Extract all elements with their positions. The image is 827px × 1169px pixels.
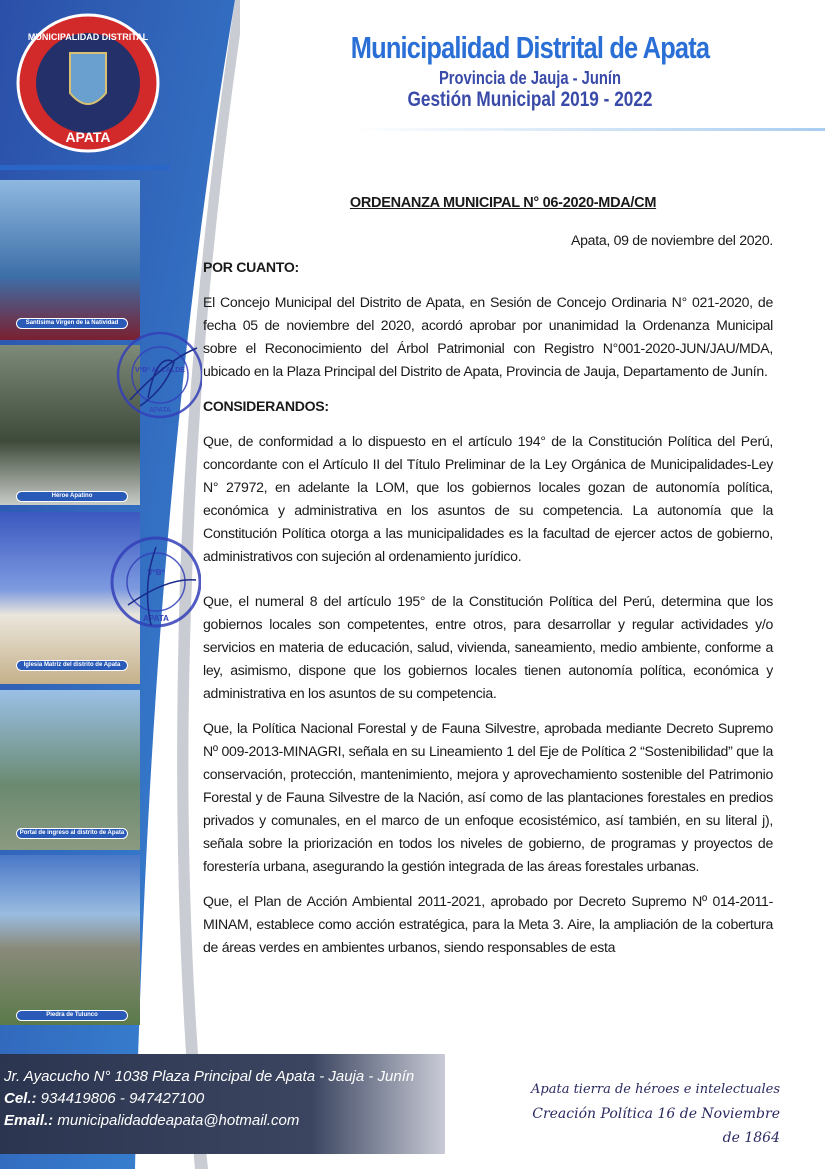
footer-motto [520, 1078, 780, 1150]
svg-text:VºBº ALCALDE: VºBº ALCALDE [135, 367, 185, 374]
photo-virgin [0, 180, 140, 340]
footer-address: Jr. Ayacucho N° 1038 Plaza Principal de Apata - Jauja - Junín [4, 1068, 415, 1085]
footer-contact [0, 1054, 445, 1154]
heading-considerandos: CONSIDERANDOS: [203, 398, 329, 414]
paragraph: Que, el numeral 8 del artículo 195° de la Constitución Política del Perú, determina que los gobiernos locales son competentes, entre otros, para desarrollar y regular actividades y/o servicios en materia de educación, salud, vivienda, saneamiento, medio ambiente, conforme a ley, asimismo, dispone que los gobiernos locales tienen autonomía política, económica y administrativa en los asuntos de su competencia. [203, 593, 773, 701]
paragraph: El Concejo Municipal del Distrito de Apata, en Sesión de Concejo Ordinaria N° 021-2020, de fecha 05 de noviembre del 2020, acordó aprobar por unanimidad la Ordenanza Municipal sobre el Reconocimiento del Árbol Patrimonial con Registro N°001-2020-JUN/JAU/MDA, ubicado en la Plaza Principal del Distrito de Apata, Provincia de Jauja, Departamento de Junín. [203, 294, 773, 379]
heading-por-cuanto: POR CUANTO: [203, 259, 299, 275]
official-stamp-secondary [106, 525, 201, 640]
svg-text:MUNICIPALIDAD DISTRITAL: MUNICIPALIDAD DISTRITAL [27, 32, 149, 42]
creation-line: Creación Política 16 de Noviembre de 1864 [532, 1106, 780, 1146]
svg-text:APATA: APATA [143, 614, 169, 623]
header-divider [350, 128, 825, 131]
paragraph: Que, la Política Nacional Forestal y de Fauna Silvestre, aprobada mediante Decreto Supremo Nº 009-2013-MINAGRI, señala en su Lineamiento 1 del Eje de Política 2 “Sostenibilidad” que la conservación, protección, mantenimiento, mejora y aprovechamiento sostenible del Patrimonio Forestal y de Fauna Silvestre de la Nación, así como de las plantaciones forestales en predios privados y comunales, en el marco de un enfoque ecosistémico, así también, en su literal j), señala sobre la priorización en todos los niveles de gobierno, de programas y proyectos de forestería urbana, asegurando la gestión integrada de las áreas forestales urbanas. [203, 720, 773, 874]
svg-text:VºBº: VºBº [147, 568, 165, 577]
photo-caption: Santísima Virgen de la Natividad [16, 318, 128, 329]
document-title: ORDENANZA MUNICIPAL N° 06-2020-MDA/CM [349, 195, 657, 211]
photo-caption: Portal de ingreso al distrito de Apata [16, 828, 128, 839]
motto-line: Apata tierra de héroes e intelectuales [531, 1082, 780, 1097]
svg-text:APATA: APATA [65, 129, 111, 145]
footer-email[interactable]: municipalidaddeapata@hotmail.com [53, 1112, 300, 1129]
paragraph: Que, de conformidad a lo dispuesto en el artículo 194° de la Constitución Política del Perú, concordante con el Artículo II del Título Preliminar de la Ley Orgánica de Municipalidades-Ley N° 27972, en adelante la LOM, que los gobiernos locales gozan de autonomía política, económica y administrativa en los asuntos de su competencia. La autonomía que la Constitución Política otorga a las municipalidades es la facultad de ejercer actos de gobierno, administrativos con sujeción al ordenamiento jurídico. [203, 433, 773, 564]
photo-rock [0, 855, 140, 1025]
photo-caption: Héroe Apatino [16, 491, 128, 502]
email-label: Email.: [4, 1112, 54, 1129]
photo-portal [0, 690, 140, 850]
footer-phone: 934419806 - 947427100 [36, 1090, 205, 1107]
phone-label: Cel.: [4, 1090, 37, 1107]
header-title: Municipalidad Distrital de Apata [350, 30, 710, 65]
photo-caption: Piedra de Tulunco [16, 1010, 128, 1021]
official-stamp-mayor [112, 320, 202, 430]
svg-text:APATA: APATA [149, 407, 171, 414]
photo-caption: Iglesia Matriz del distrito de Apata [16, 660, 128, 671]
header-province: Provincia de Jauja - Junín [438, 68, 622, 88]
header-management: Gestión Municipal 2019 - 2022 [407, 88, 653, 111]
document-date: Apata, 09 de noviembre del 2020. [571, 232, 773, 248]
document-body [203, 192, 773, 971]
municipal-logo [8, 8, 178, 158]
paragraph: Que, el Plan de Acción Ambiental 2011-2021, aprobado por Decreto Supremo Nº 014-2011-MINAM, establece como acción estratégica, para la Meta 3. Aire, la ampliación de la cobertura de áreas verdes en ambientes urbanos, siendo responsables de esta [203, 893, 773, 955]
